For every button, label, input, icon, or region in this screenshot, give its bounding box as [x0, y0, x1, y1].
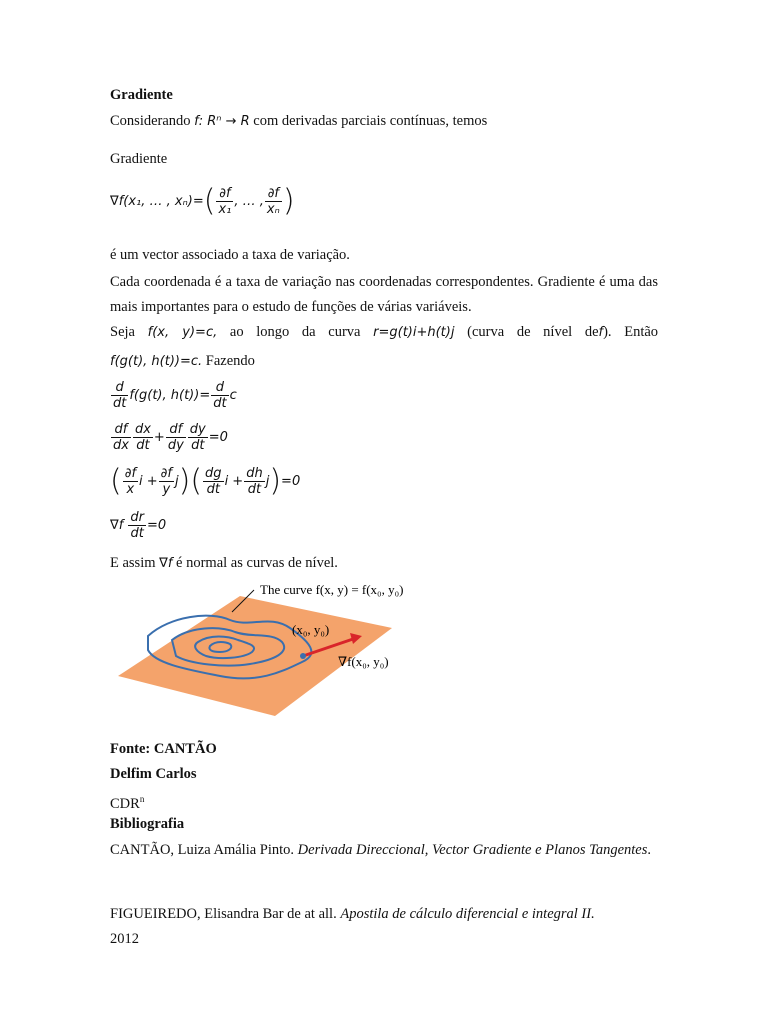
normal-line: E assim ∇f é normal as curvas de nível.	[110, 555, 338, 571]
point-marker	[300, 653, 306, 659]
intro-math: f: Rⁿ → R	[194, 114, 250, 129]
seja-line: Seja f(x, y)=c, ao longo da curva r=g(t)i+h(t)j (curva de nível def). Então	[110, 324, 659, 340]
vector-line: é um vector associado a taxa de variação.	[110, 247, 350, 263]
paragraph-coordinates: Cada coordenada é a taxa de variação nas coordenadas correspondentes. Gradiente é uma das mais importantes para o estudo de funções de várias variáveis.	[110, 274, 658, 315]
fazendo-line: f(g(t), h(t))=c. Fazendo	[110, 353, 255, 369]
source-line: Fonte: CANTÃO	[110, 741, 217, 757]
author-line: Delfim Carlos	[110, 766, 197, 782]
fraction-2: $\frac{\partial f}{\text{xₙ}}$	[266, 186, 280, 217]
intro-text-after: com derivadas parciais contínuas, temos	[253, 113, 488, 129]
equation-3: ( $\frac{\partial f}{x}$ i + $\frac{\partial f}{y}$ j)( $\frac{dg}{dt}$ i + $\frac{dh}{dt}$ j)=0	[110, 463, 301, 499]
equation-1: $\frac{d}{dt}$ f(g(t), h(t))= $\frac{d}{dt}$ c	[113, 380, 237, 411]
paren-open: (	[203, 183, 216, 219]
cdr-line: CDR$^n$	[110, 794, 145, 812]
point-label: (x₀, y₀)	[292, 622, 330, 637]
gradient-middle: , … ,	[234, 194, 264, 209]
reference-2: FIGUEIREDO, Elisandra Bar de at all. Apostila de cálculo diferencial e integral II. 2012	[110, 906, 595, 947]
equation-4: ∇f $\frac{dr}{dt}$ =0	[110, 510, 167, 541]
gradient-definition	[110, 183, 295, 219]
gradient-figure	[110, 576, 410, 722]
bibliography-heading: Bibliografia	[110, 816, 185, 832]
equation-2: $\frac{df}{dx}$ $\frac{dx}{dt}$ + $\frac{df}{dy}$ $\frac{dy}{dt}$ =0	[113, 422, 228, 453]
intro-text-before: Considerando	[110, 113, 191, 129]
reference-1: CANTÃO, Luiza Amália Pinto. Derivada Direccional, Vector Gradiente e Planos Tangentes.	[110, 842, 651, 858]
subheading: Gradiente	[110, 151, 168, 167]
section-heading: Gradiente	[110, 87, 173, 103]
gradient-label: ∇f(x₀, y₀)	[338, 654, 389, 669]
fraction-1: $\frac{\partial f}{\text{x₁}}$	[218, 186, 232, 217]
paren-close: )	[282, 183, 295, 219]
intro-line	[110, 112, 487, 131]
gradient-lhs: ∇f(x₁, … , xₙ)=	[110, 194, 204, 209]
curve-label: The curve f(x, y) = f(x₀, y₀)	[260, 582, 404, 597]
